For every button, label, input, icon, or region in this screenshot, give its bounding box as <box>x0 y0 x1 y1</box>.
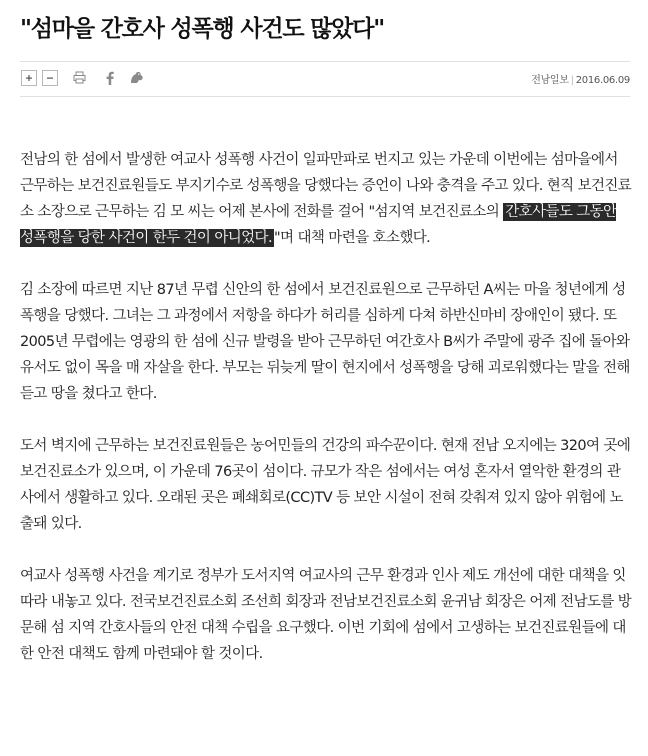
facebook-icon <box>105 71 115 85</box>
paragraph-4: 여교사 성폭행 사건을 계기로 정부가 도서지역 여교사의 근무 환경과 인사 제도 개선에 대한 대책을 잇따라 내놓고 있다. 전국보건진료소회 조선희 회장과 전남보건진료소회 윤귀남 회장은 어제 전남도를 방문해 섬 지역 간호사들의 안전 대책 수립을 요구했다. 이번 기회에 섬에서 고생하는 보건진료원들에 대한 안전 대책도 함께 마련돼야 할 것이다. <box>20 568 632 662</box>
paragraph-1 <box>20 147 632 251</box>
publish-date: 2016.06.09 <box>575 75 630 86</box>
minus-icon <box>43 71 57 85</box>
paragraph-2: 김 소장에 따르면 지난 87년 무렵 신안의 한 섬에서 보건진료원으로 근무하던 A씨는 마을 청년에게 성폭행을 당했다. 그녀는 그 과정에서 저항을 하다가 허리를 심하게 다쳐 하반신마비 장애인이 됐다. 또 2005년 무렵에는 영광의 한 섬에 신규 발령을 받아 근무하던 여간호사 B씨가 주말에 광주 집에 돌아와 유서도 없이 목을 매 자살을 한다. 부모는 뒤늦게 딸이 현지에서 성폭행을 당해 괴로워했다는 말을 전해 듣고 땅을 쳤다고 한다. <box>20 282 630 402</box>
kakaostory-share-button[interactable] <box>128 71 144 85</box>
print-icon <box>73 71 86 84</box>
paragraph-1-text-after: "며 대책 마련을 호소했다. <box>273 230 431 246</box>
paragraph-3: 도서 벽지에 근무하는 보건진료원들은 농어민들의 건강의 파수꾼이다. 현재 전남 오지에는 320여 곳에 보건진료소가 있으며, 이 가운데 76곳이 섬이다. 규모가 작은 섬에서는 여성 혼자서 열악한 환경의 관사에서 생활하고 있다. 오래된 곳은 폐쇄회로(CC)TV 등 보안 시설이 전혀 갖춰져 있지 않아 위험에 노출돼 있다. <box>20 438 631 532</box>
facebook-share-button[interactable] <box>105 71 115 85</box>
source-name: 전남일보 <box>531 75 569 86</box>
article-toolbar <box>20 61 630 97</box>
font-increase-button[interactable] <box>21 70 37 86</box>
paragraph-1-text-before: 전남의 한 섬에서 발생한 여교사 성폭행 사건이 일파만파로 번지고 있는 가운데 이번에는 섬마을에서 근무하는 보건진료원들도 부지기수로 성폭행을 당했다는 증언이 나와 충격을 주고 있다. 현직 보건진료소 소장으로 근무하는 김 모 씨는 어제 본사에 전화를 걸어 "섬지역 보건진료소의 <box>20 152 632 220</box>
print-button[interactable] <box>73 71 86 84</box>
highlighted-quote: 간호사들도 그동안 성폭행을 당한 사건이 한두 건이 아니었다. <box>20 204 617 246</box>
plus-icon <box>22 71 36 85</box>
meta-separator: | <box>570 75 574 86</box>
headline: "섬마을 간호사 성폭행 사건도 많았다" <box>20 16 385 42</box>
font-decrease-button[interactable] <box>42 70 58 86</box>
article-body <box>20 147 632 693</box>
article-meta <box>531 71 630 86</box>
kakaostory-icon <box>128 71 144 85</box>
